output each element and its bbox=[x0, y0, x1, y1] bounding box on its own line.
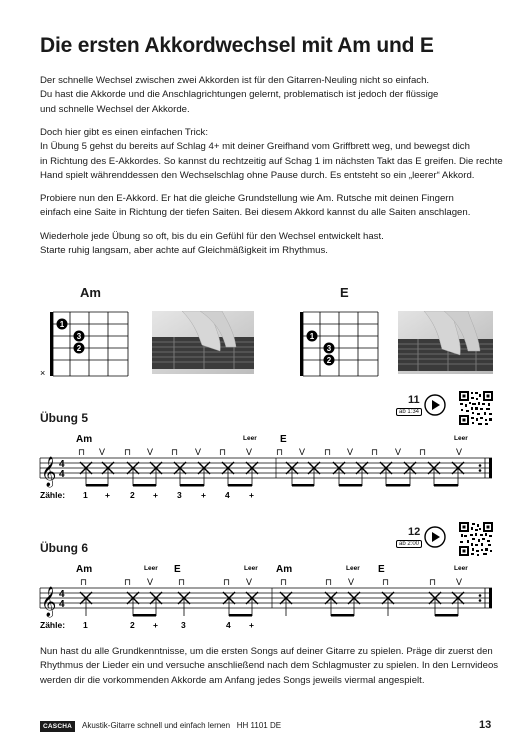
count-label: Zähle: bbox=[40, 490, 66, 500]
svg-text:2: 2 bbox=[130, 490, 135, 500]
svg-text:3: 3 bbox=[181, 620, 186, 630]
finger-dot-1 bbox=[57, 319, 68, 330]
svg-text:V: V bbox=[347, 447, 354, 457]
track-11-badge[interactable] bbox=[394, 392, 454, 424]
svg-text:V: V bbox=[246, 447, 253, 457]
svg-text:2: 2 bbox=[76, 344, 82, 353]
chord-am-diagram bbox=[36, 308, 148, 380]
closing-paragraph: Nun hast du alle Grundkenntnisse, um die ersten Songs auf deiner Gitarre zu spielen. Präge dir zuerst den Rhythmus der Lieder ein und versuche anschließend nach dem Schlagmuster zu spielen. In den Lernvideos werden dir die vorkommenden Akkorde am Anfang jedes Songs jeweils viermal angespielt. bbox=[40, 646, 499, 686]
leer-label: Leer bbox=[243, 435, 257, 442]
repeat-paragraph: Wiederhole jede Übung so oft, bis du ein Gefühl für den Wechsel entwickelt hast. Starte ruhig langsam, aber achte auf Gleichmäßigkeit im Rhythmus. bbox=[40, 231, 384, 257]
timestamp-badge: ab 1:34 bbox=[396, 408, 422, 416]
track-number: 11 bbox=[408, 394, 420, 406]
svg-text:⊓: ⊓ bbox=[219, 447, 227, 457]
muted-string-marker: × bbox=[40, 368, 46, 378]
svg-text:⊓: ⊓ bbox=[171, 447, 179, 457]
svg-text:⊓: ⊓ bbox=[124, 577, 132, 587]
chord-label-e: E bbox=[174, 564, 181, 575]
treble-clef-icon: 𝄞 bbox=[41, 456, 57, 486]
svg-text:⊓: ⊓ bbox=[178, 577, 186, 587]
trick-paragraph: Doch hier gibt es einen einfachen Trick: In Übung 5 gehst du bereits auf Schlag 4+ mit deiner Greifhand vom Griffbrett weg, und bewegst dich in Richtung des E-Akkordes. So kannst du rechtzeitig auf Schag 1 im nächsten Takt das E greifen. Die rechte Hand spielt währenddessen den Wechselschlag ohne Pause durch. Es entsteht so ein „leerer“ Akkord. bbox=[40, 127, 503, 182]
svg-text:⊓: ⊓ bbox=[276, 447, 284, 457]
svg-text:⊓: ⊓ bbox=[419, 447, 427, 457]
svg-text:1: 1 bbox=[83, 620, 88, 630]
svg-text:4: 4 bbox=[59, 459, 65, 470]
svg-text:+: + bbox=[105, 490, 110, 500]
chord-e-diagram bbox=[286, 308, 386, 380]
page-number: 13 bbox=[479, 719, 492, 731]
svg-text:V: V bbox=[299, 447, 306, 457]
svg-text:⊓: ⊓ bbox=[325, 577, 333, 587]
chord-label-e: E bbox=[280, 434, 287, 445]
e-hand-photo bbox=[398, 311, 493, 374]
svg-text:⊓: ⊓ bbox=[280, 577, 288, 587]
svg-text:V: V bbox=[147, 577, 154, 587]
count-label: Zähle: bbox=[40, 620, 66, 630]
exercise-6-staff bbox=[36, 558, 498, 634]
finger-dot-2 bbox=[74, 343, 85, 354]
svg-text:V: V bbox=[348, 577, 355, 587]
strum-marks bbox=[80, 577, 462, 587]
svg-text:V: V bbox=[395, 447, 402, 457]
e-chord-paragraph: Probiere nun den E-Akkord. Er hat die gleiche Grundstellung wie Am. Rutsche mit deinen Fingern einfach eine Saite in Richtung der tiefen Saiten. Bei diesem Akkord kannst du alle Saiten anschlagen. bbox=[40, 193, 471, 219]
track-12-badge[interactable] bbox=[394, 524, 454, 556]
leer-label: Leer bbox=[346, 565, 360, 572]
svg-text:4: 4 bbox=[59, 589, 65, 600]
svg-text:2: 2 bbox=[326, 356, 332, 365]
brand-logo: CASCHA bbox=[40, 721, 75, 732]
svg-text:V: V bbox=[246, 577, 253, 587]
svg-text:⊓: ⊓ bbox=[223, 577, 231, 587]
svg-text:1: 1 bbox=[59, 320, 65, 329]
finger-dot-2 bbox=[324, 355, 335, 366]
am-hand-photo bbox=[152, 311, 254, 374]
svg-text:4: 4 bbox=[59, 599, 65, 610]
finger-dot-1 bbox=[307, 331, 318, 342]
page-title: Die ersten Akkordwechsel mit Am und E bbox=[40, 34, 434, 57]
exercise-5-staff bbox=[36, 428, 498, 504]
chord-label-e: E bbox=[378, 564, 385, 575]
chord-e-name: E bbox=[340, 285, 349, 300]
count-row bbox=[83, 620, 254, 630]
strum-marks bbox=[78, 447, 462, 457]
play-icon[interactable] bbox=[424, 394, 446, 416]
svg-text:+: + bbox=[249, 620, 254, 630]
svg-text:V: V bbox=[456, 447, 463, 457]
qr-code-icon[interactable] bbox=[458, 390, 494, 426]
svg-text:3: 3 bbox=[326, 344, 332, 353]
qr-code-icon[interactable] bbox=[458, 521, 494, 557]
leer-label: Leer bbox=[244, 565, 258, 572]
exercise-5-label: Übung 5 bbox=[40, 411, 88, 425]
svg-text:⊓: ⊓ bbox=[124, 447, 132, 457]
svg-text:⊓: ⊓ bbox=[429, 577, 437, 587]
treble-clef-icon: 𝄞 bbox=[41, 586, 57, 616]
chord-label-am: Am bbox=[76, 564, 93, 575]
track-number: 12 bbox=[408, 526, 421, 538]
svg-text:4: 4 bbox=[226, 620, 231, 630]
svg-text:+: + bbox=[153, 490, 158, 500]
finger-dot-3 bbox=[324, 343, 335, 354]
intro-paragraph: Der schnelle Wechsel zwischen zwei Akkorden ist für den Gitarren-Neuling nicht so einfach. Du hast die Akkorde und die Anschlagrichtungen gelernt, problematisch ist jedoch der flüssige und schnelle Wechsel der Akkorde. bbox=[40, 75, 439, 115]
svg-text:V: V bbox=[195, 447, 202, 457]
chord-label-am: Am bbox=[76, 434, 93, 445]
timestamp-badge: ab 2:00 bbox=[396, 540, 422, 548]
play-icon[interactable] bbox=[424, 526, 446, 548]
svg-text:V: V bbox=[456, 577, 463, 587]
svg-text:+: + bbox=[249, 490, 254, 500]
exercise-6-label: Übung 6 bbox=[40, 541, 88, 555]
svg-text:⊓: ⊓ bbox=[324, 447, 332, 457]
svg-text:⊓: ⊓ bbox=[78, 447, 86, 457]
svg-text:+: + bbox=[153, 620, 158, 630]
svg-text:3: 3 bbox=[76, 332, 82, 341]
svg-text:4: 4 bbox=[225, 490, 230, 500]
svg-text:V: V bbox=[99, 447, 106, 457]
count-row bbox=[83, 490, 254, 500]
svg-text:3: 3 bbox=[177, 490, 182, 500]
svg-text:1: 1 bbox=[83, 490, 88, 500]
svg-text:1: 1 bbox=[309, 332, 315, 341]
svg-text:⊓: ⊓ bbox=[382, 577, 390, 587]
leer-label: Leer bbox=[454, 435, 468, 442]
leer-label: Leer bbox=[454, 565, 468, 572]
chord-label-am: Am bbox=[276, 564, 293, 575]
footer-book-info: Akustik-Gitarre schnell und einfach lernen HH 1101 DE bbox=[82, 721, 282, 730]
svg-text:2: 2 bbox=[130, 620, 135, 630]
finger-dot-3 bbox=[74, 331, 85, 342]
svg-text:⊓: ⊓ bbox=[371, 447, 379, 457]
svg-text:V: V bbox=[147, 447, 154, 457]
svg-text:+: + bbox=[201, 490, 206, 500]
leer-label: Leer bbox=[144, 565, 158, 572]
svg-text:4: 4 bbox=[59, 469, 65, 480]
chord-am-name: Am bbox=[80, 285, 101, 300]
svg-text:⊓: ⊓ bbox=[80, 577, 88, 587]
